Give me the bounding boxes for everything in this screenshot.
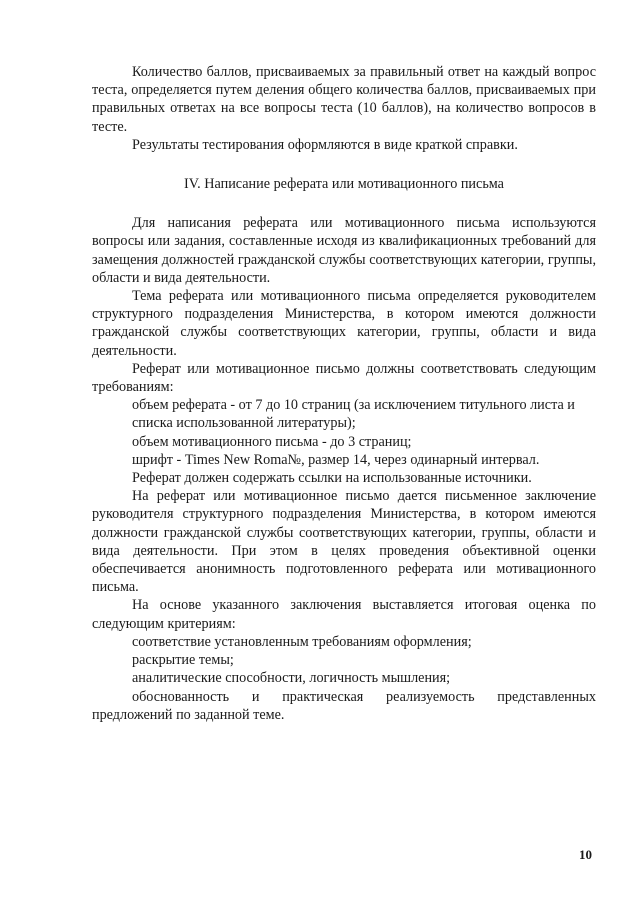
criteria-item: аналитические способности, логичность мышления; bbox=[132, 670, 451, 687]
paragraph-criteria-intro: На основе указанного заключения выставляется итоговая оценка по следующим критериям: bbox=[92, 597, 596, 632]
requirement-item: объем мотивационного письма - до 3 страниц; bbox=[132, 433, 412, 450]
paragraph-test-results: Результаты тестирования оформляются в виде краткой справки. bbox=[132, 136, 518, 153]
document-page bbox=[92, 63, 596, 724]
paragraph-written-conclusion: На реферат или мотивационное письмо дается письменное заключение руководителя структурного подразделения Министерства, в котором имеются должности гражданской службы соответствующих категории, группы, области и вида деятельности. При этом в целях проведения объективной оценки обеспечивается анонимность подготовленного реферата или мотивационного письма. bbox=[92, 488, 596, 596]
paragraph-score-calculation: Количество баллов, присваиваемых за правильный ответ на каждый вопрос теста, определяется путем деления общего количества баллов, присваиваемых при правильных ответах на все вопросы теста (10 баллов), на количество вопросов в тесте. bbox=[92, 64, 596, 135]
requirement-item: объем реферата - от 7 до 10 страниц (за исключением титульного листа и списка использованной литературы); bbox=[132, 397, 575, 432]
paragraph-topic-definition: Тема реферата или мотивационного письма определяется руководителем структурного подразделения Министерства, в котором имеются должности гражданской службы соответствующих категории, группы, области и вида деятельности. bbox=[92, 288, 596, 359]
criteria-item: соответствие установленным требованиям оформления; bbox=[132, 633, 472, 650]
paragraph-references: Реферат должен содержать ссылки на использованные источники. bbox=[132, 470, 532, 487]
criteria-item: обоснованность и практическая реализуемость представленных предложений по заданной теме. bbox=[92, 688, 596, 723]
paragraph-questions-source: Для написания реферата или мотивационного письма используются вопросы или задания, составленные исходя из квалификационных требований для замещения должностей гражданской службы соответствующих категории, группы, области и вида деятельности. bbox=[92, 215, 596, 286]
page-number: 10 bbox=[579, 847, 592, 862]
requirement-item: шрифт - Times New Roma№, размер 14, через одинарный интервал. bbox=[132, 451, 540, 468]
criteria-item: раскрытие темы; bbox=[132, 652, 234, 669]
paragraph-requirements-intro: Реферат или мотивационное письмо должны соответствовать следующим требованиям: bbox=[92, 360, 596, 396]
section-title: IV. Написание реферата или мотивационного письма bbox=[184, 176, 504, 193]
